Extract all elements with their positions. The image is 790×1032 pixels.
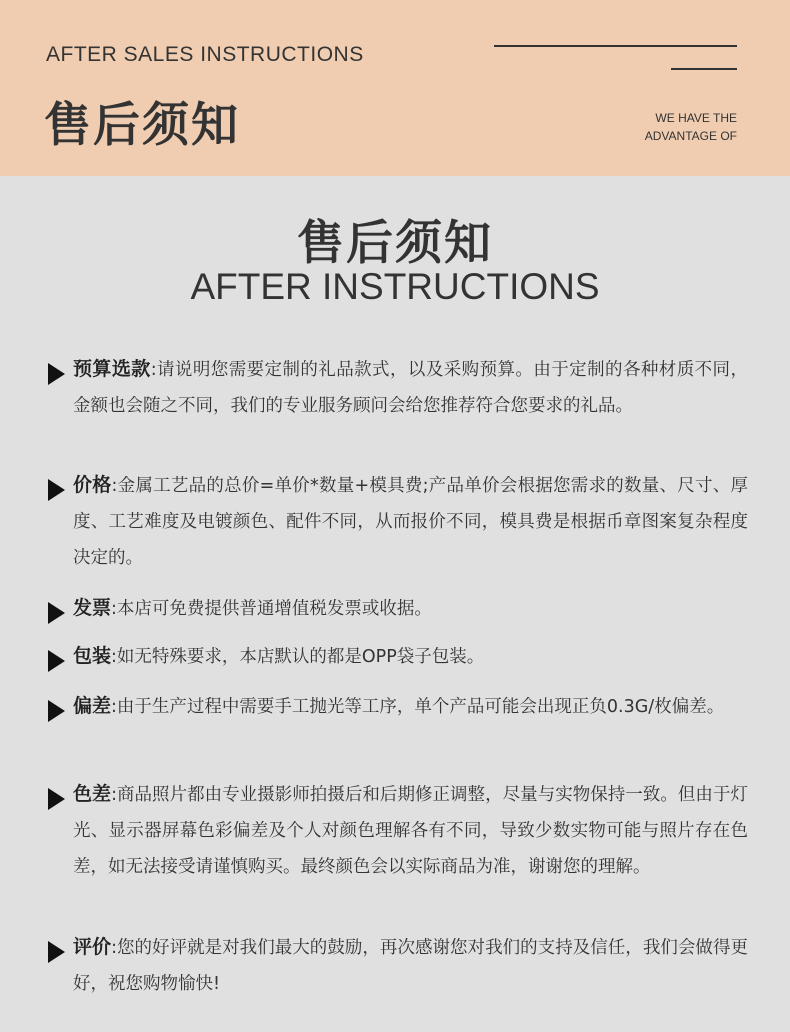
item-label: 价格 xyxy=(73,474,112,496)
decorative-line-long xyxy=(494,45,737,47)
item-text: :请说明您需要定制的礼品款式，以及采购预算。由于定制的各种材质不同，金额也会随之不同，我们的专业服务顾问会给您推荐符合您要求的礼品。 xyxy=(73,360,748,416)
decorative-line-short xyxy=(671,68,737,70)
slogan-line-1: WE HAVE THE xyxy=(655,111,737,125)
triangle-bullet-icon xyxy=(48,700,65,722)
header-banner xyxy=(0,0,790,176)
item-text: :金属工艺品的总价=单价*数量+模具费;产品单价会根据您需求的数量、尺寸、厚度、工艺难度及电镀颜色、配件不同，从而报价不同，模具费是根据币章图案复杂程度决定的。 xyxy=(73,476,748,568)
header-en-title: AFTER SALES INSTRUCTIONS xyxy=(46,43,364,66)
page-subtitle: AFTER INSTRUCTIONS xyxy=(190,266,600,307)
triangle-bullet-icon xyxy=(48,363,65,385)
item-text: :商品照片都由专业摄影师拍摄后和后期修正调整，尽量与实物保持一致。但由于灯光、显示器屏幕色彩偏差及个人对颜色理解各有不同，导致少数实物可能与照片存在色差，如无法接受请谨慎购买。最终颜色会以实际商品为准，谢谢您的理解。 xyxy=(73,785,748,877)
triangle-bullet-icon xyxy=(48,479,65,501)
instruction-item-packaging xyxy=(48,638,748,675)
header-cn-title: 售后须知 xyxy=(44,98,240,153)
item-text: :本店可免费提供普通增值税发票或收据。 xyxy=(111,599,432,619)
instruction-item-color xyxy=(48,776,748,885)
item-label: 偏差 xyxy=(73,695,112,717)
triangle-bullet-icon xyxy=(48,602,65,624)
triangle-bullet-icon xyxy=(48,650,65,672)
header-slogan xyxy=(645,109,737,145)
item-text: :由于生产过程中需要手工抛光等工序，单个产品可能会出现正负0.3G/枚偏差。 xyxy=(111,697,725,717)
item-label: 预算选款 xyxy=(73,358,151,380)
item-text: :您的好评就是对我们最大的鼓励，再次感谢您对我们的支持及信任，我们会做得更好，祝您购物愉快! xyxy=(73,938,748,994)
instruction-item-invoice xyxy=(48,590,748,627)
item-label: 色差 xyxy=(73,783,112,805)
instruction-item-budget xyxy=(48,351,748,424)
item-label: 评价 xyxy=(73,936,112,958)
instruction-item-price xyxy=(48,467,748,576)
item-label: 包装 xyxy=(73,645,112,667)
slogan-line-2: ADVANTAGE OF xyxy=(644,129,737,143)
instruction-item-deviation xyxy=(48,688,748,725)
item-label: 发票 xyxy=(73,597,112,619)
triangle-bullet-icon xyxy=(48,788,65,810)
page-title: 售后须知 xyxy=(297,216,493,271)
triangle-bullet-icon xyxy=(48,941,65,963)
item-text: :如无特殊要求，本店默认的都是OPP袋子包装。 xyxy=(111,647,485,667)
instruction-item-review xyxy=(48,929,748,1002)
